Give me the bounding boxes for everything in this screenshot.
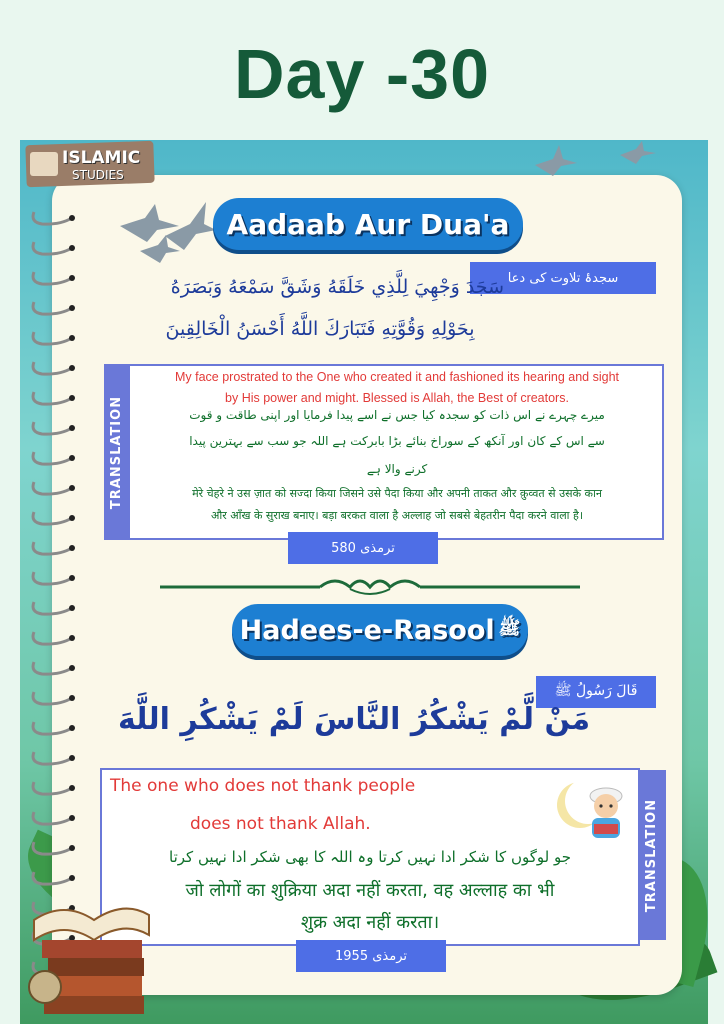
divider: [160, 575, 580, 597]
hindi-translation-line2: और आँख के सुराख बनाए। बड़ा बरकत वाला है अल्लाह जो सबसे बेहतरीन पैदा करने वाला है।: [210, 509, 584, 522]
birds-icon: [110, 196, 220, 266]
logo-text-line1: ISLAMIC: [62, 148, 141, 168]
hadith-english-line2: does not thank Allah.: [190, 814, 371, 834]
section-heading-hadees-text: Hadees-e-Rasool: [239, 614, 495, 646]
translation-tab-dua: [104, 364, 130, 540]
translation-tab-dua-label: TRANSLATION: [109, 395, 125, 509]
arabic-dua-line2: بِحَوْلِهِ وَقُوَّتِهِ فَتَبَارَكَ اللَّهُ أَحْسَنُ الْخَالِقِينَ: [165, 318, 475, 340]
salawat-icon: ﷺ: [498, 618, 521, 639]
boy-reading-icon: [580, 782, 632, 842]
pen-icon: [30, 152, 58, 176]
arabic-hadith: مَنْ لَّمْ يَشْكُرُ النَّاسَ لَمْ يَشْكُرِ اللَّهَ: [117, 702, 591, 737]
logo-text-line2: STUDIES: [72, 168, 124, 182]
hadith-hindi-line1: जो लोगों का शुक्रिया अदा नहीं करता, वह अल्लाह का भी: [185, 880, 555, 901]
urdu-translation-line2: سے اس کے کان اور آنکھ کے سوراخ بنائے بڑا بابرکت ہے اللہ جو سب سے بہترین پیدا: [189, 434, 605, 448]
section-heading-hadees: [232, 604, 528, 656]
urdu-translation-line3: کرنے والا ہے: [366, 462, 428, 476]
reference-tag-hadith: ترمذی 1955: [296, 940, 446, 972]
urdu-translation-line1: میرے چہرے نے اس ذات کو سجدہ کیا جس نے اسے پیدا فرمایا اور اپنی طاقت و قوت: [189, 408, 605, 422]
translation-tab-hadith-label: TRANSLATION: [644, 798, 660, 912]
section-heading-dua-text: Aadaab Aur Dua'a: [226, 207, 510, 241]
section-heading-dua: [213, 198, 523, 250]
birds-icon: [530, 140, 660, 185]
hadith-english-line1: The one who does not thank people: [110, 776, 416, 796]
reference-tag-dua: ترمذی 580: [288, 532, 438, 564]
page-title: Day -30: [233, 35, 491, 113]
english-translation-line2: by His power and might. Blessed is Allah, the Best of creators.: [225, 391, 569, 405]
dua-name-tag: سجدۂ تلاوت کی دعا: [470, 262, 656, 294]
hindi-translation-line1: मेरे चेहरे ने उस ज़ात को सज्दा किया जिसने उसे पैदा किया और अपनी ताकत और क़ुव्वत से उसके कान: [192, 487, 602, 500]
translation-tab-hadith: [638, 770, 666, 940]
arabic-dua-line1: سَجَدَ وَجْهِيَ لِلَّذِي خَلَقَهُ وَشَقَّ سَمْعَهُ وَبَصَرَهُ: [170, 276, 504, 298]
hadith-urdu-line: جو لوگوں کا شکر ادا نہیں کرتا وہ اللہ کا بھی شکر ادا نہیں کرتا: [169, 848, 571, 866]
globe-icon: [28, 970, 62, 1004]
hadith-hindi-line2: शुक्र अदा नहीं करता।: [300, 912, 440, 933]
hadith-intro-tag: قَالَ رَسُولُ ﷺ: [536, 676, 656, 708]
english-translation-line1: My face prostrated to the One who created it and fashioned its hearing and sight: [174, 370, 620, 384]
